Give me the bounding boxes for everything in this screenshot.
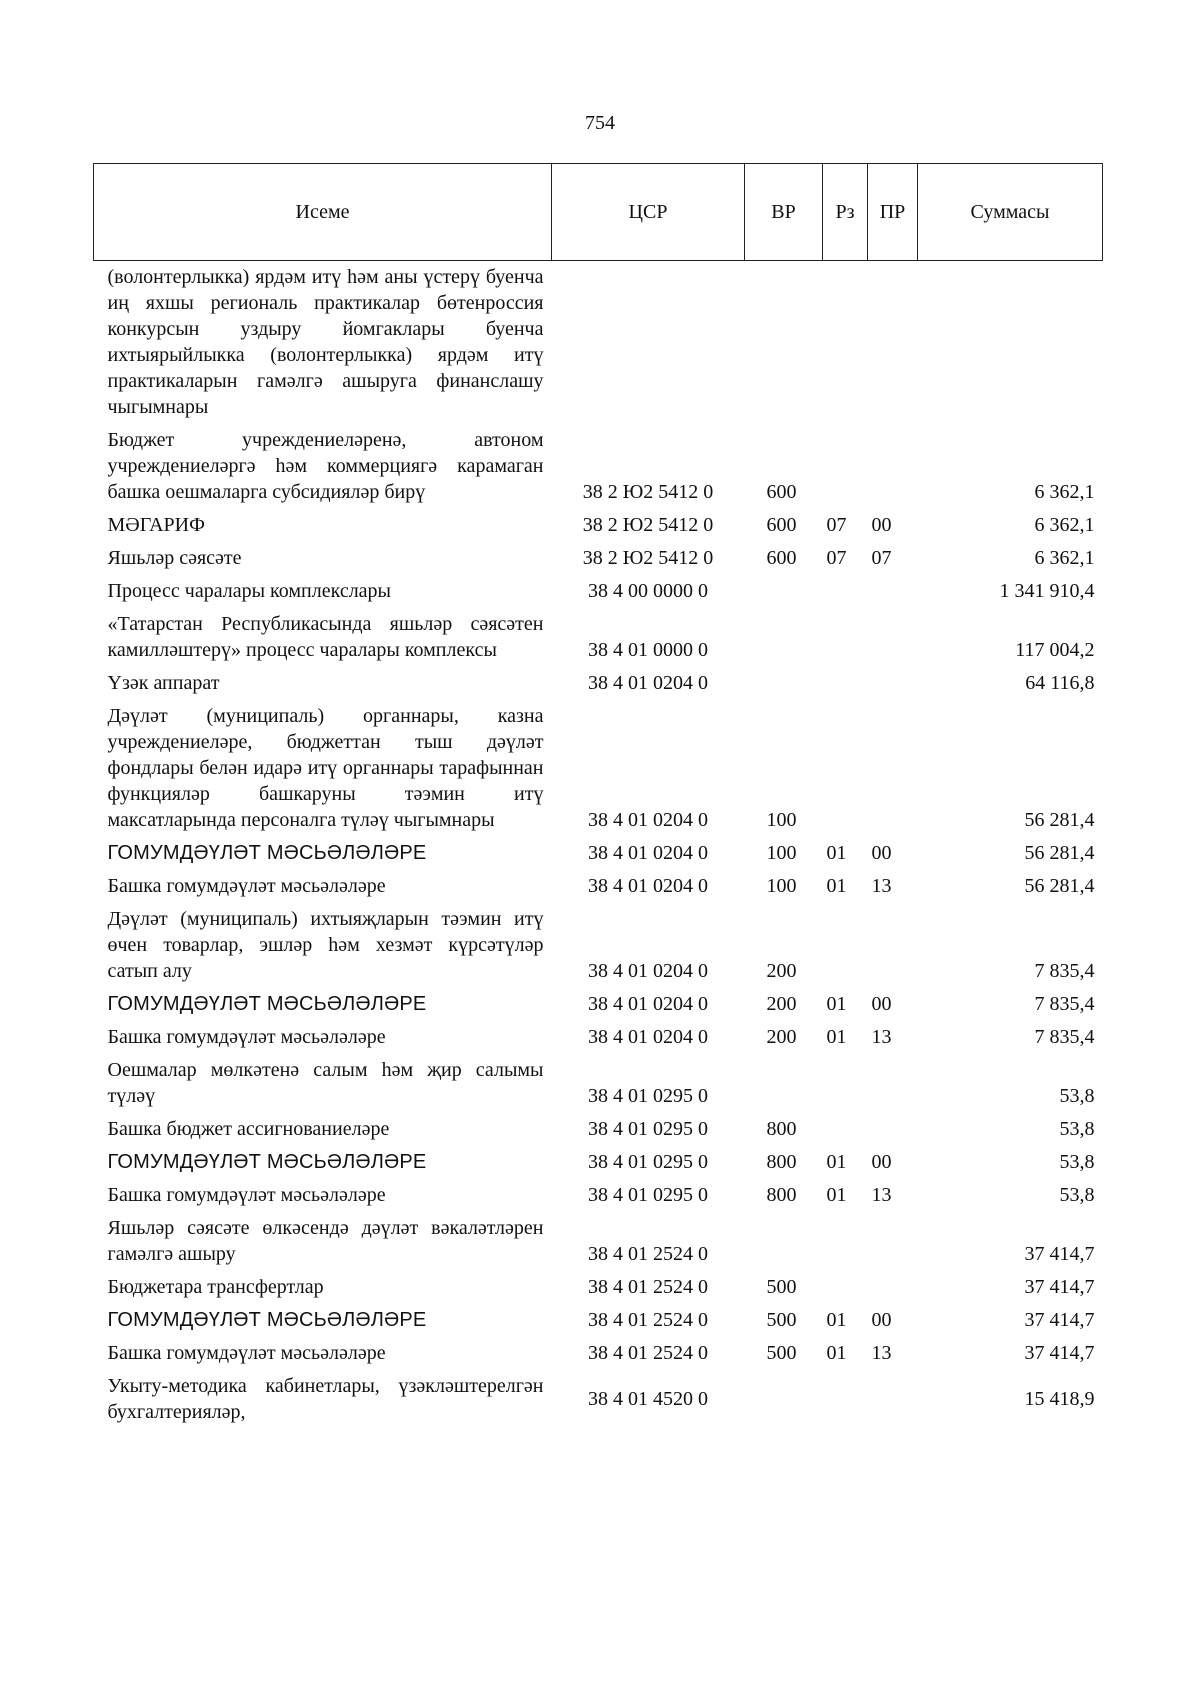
- table-row: [94, 667, 1103, 700]
- cell-pr: [868, 1054, 918, 1113]
- cell-csr: 38 4 00 0000 0: [588, 580, 708, 602]
- cell-pr: [868, 608, 918, 667]
- table-row: [94, 575, 1103, 608]
- cell-sum: 15 418,9: [1024, 1388, 1095, 1410]
- cell-name: Үзәк аппарат: [107, 672, 220, 694]
- header-sum: Суммасы: [918, 164, 1103, 261]
- cell-vr: 600: [766, 547, 797, 569]
- cell-name: Дәүләт (муниципаль) органнары, казна учреждениеләре, бюджеттан тыш дәүләт фондлары белән идарә итү органнары тарафыннан функцияләр башкаруны тәэмин итү максатларында персоналга түләү чыгымнары: [107, 705, 544, 831]
- cell-sum: 7 835,4: [1034, 960, 1095, 982]
- cell-rz: 01: [826, 1026, 847, 1048]
- table-row: [94, 1337, 1103, 1370]
- cell-sum: 53,8: [1059, 1085, 1095, 1107]
- cell-csr: 38 4 01 0204 0: [588, 875, 708, 897]
- cell-csr: 38 4 01 2524 0: [588, 1342, 708, 1364]
- table-row: [94, 542, 1103, 575]
- cell-vr: 200: [766, 993, 797, 1015]
- table-body: [94, 261, 1103, 1430]
- table-row: [94, 1271, 1103, 1304]
- cell-sum: 64 116,8: [1025, 672, 1095, 694]
- cell-vr: 500: [766, 1309, 797, 1331]
- table-row: [94, 1113, 1103, 1146]
- cell-vr: 600: [766, 481, 797, 503]
- cell-pr: [868, 667, 918, 700]
- cell-pr: [868, 1271, 918, 1304]
- cell-vr: [745, 1370, 823, 1429]
- cell-csr: 38 4 01 4520 0: [588, 1388, 708, 1410]
- cell-vr: [745, 667, 823, 700]
- cell-name: Бюджет учреждениеләренә, автоном учреждениеләргә һәм коммерциягә карамаган башка оешмаларга субсидияләр бирү: [107, 429, 544, 503]
- cell-csr: [552, 261, 745, 425]
- cell-sum: 117 004,2: [1015, 639, 1095, 661]
- cell-sum: 53,8: [1059, 1151, 1095, 1173]
- table-row: [94, 700, 1103, 837]
- header-vr: ВР: [745, 164, 823, 261]
- cell-rz: 01: [826, 1151, 847, 1173]
- cell-name: Укыту-методика кабинетлары, үзәкләштерелгән бухгалтерияләр,: [107, 1375, 544, 1423]
- cell-csr: 38 4 01 2524 0: [588, 1309, 708, 1331]
- cell-name: ГОМУМДӘҮЛӘТ МӘСЬӘЛӘЛӘРЕ: [107, 842, 427, 864]
- cell-sum: 7 835,4: [1034, 993, 1095, 1015]
- cell-vr: 800: [766, 1184, 797, 1206]
- table-row: [94, 1304, 1103, 1337]
- cell-name: Башка гомумдәүләт мәсьәләләре: [107, 1342, 386, 1364]
- cell-sum: 56 281,4: [1024, 875, 1095, 897]
- cell-csr: 38 2 Ю2 5412 0: [582, 481, 714, 503]
- table-row: [94, 1021, 1103, 1054]
- cell-sum: 6 362,1: [1034, 514, 1095, 536]
- cell-name: ГОМУМДӘҮЛӘТ МӘСЬӘЛӘЛӘРЕ: [107, 1151, 427, 1173]
- cell-name: Башка бюджет ассигнованиеләре: [107, 1118, 390, 1140]
- cell-name: МӘГАРИФ: [107, 514, 205, 536]
- cell-sum: 7 835,4: [1034, 1026, 1095, 1048]
- cell-csr: 38 4 01 2524 0: [588, 1276, 708, 1298]
- cell-pr: [868, 700, 918, 837]
- cell-pr: 00: [871, 514, 892, 536]
- table-row: [94, 1212, 1103, 1271]
- cell-pr: [868, 1370, 918, 1429]
- header-pr: ПР: [868, 164, 918, 261]
- cell-csr: 38 4 01 0204 0: [588, 809, 708, 831]
- cell-csr: 38 4 01 0204 0: [588, 960, 708, 982]
- cell-pr: 13: [871, 875, 892, 897]
- cell-name: Яшьләр сәясәте: [107, 547, 242, 569]
- cell-rz: [823, 1370, 868, 1429]
- cell-rz: 07: [826, 514, 847, 536]
- cell-sum: 53,8: [1059, 1184, 1095, 1206]
- cell-name: ГОМУМДӘҮЛӘТ МӘСЬӘЛӘЛӘРЕ: [107, 1309, 427, 1331]
- cell-rz: 01: [826, 875, 847, 897]
- table-row: [94, 1179, 1103, 1212]
- cell-sum: 37 414,7: [1024, 1243, 1095, 1265]
- table-row: [94, 903, 1103, 988]
- cell-pr: [868, 424, 918, 509]
- header-rz: Рз: [823, 164, 868, 261]
- cell-vr: [745, 1212, 823, 1271]
- cell-vr: 800: [766, 1118, 797, 1140]
- cell-pr: 07: [871, 547, 892, 569]
- cell-sum: 37 414,7: [1024, 1342, 1095, 1364]
- cell-sum: 37 414,7: [1024, 1309, 1095, 1331]
- cell-csr: 38 4 01 0295 0: [588, 1118, 708, 1140]
- cell-rz: [823, 1054, 868, 1113]
- cell-vr: 500: [766, 1276, 797, 1298]
- cell-pr: [868, 903, 918, 988]
- header-name: Исеме: [94, 164, 552, 261]
- cell-sum: 53,8: [1059, 1118, 1095, 1140]
- cell-vr: 200: [766, 960, 797, 982]
- table-row: [94, 1370, 1103, 1429]
- cell-name: Башка гомумдәүләт мәсьәләләре: [107, 875, 386, 897]
- table-row: [94, 608, 1103, 667]
- cell-vr: 100: [766, 809, 797, 831]
- cell-sum: 1 341 910,4: [999, 580, 1095, 602]
- cell-csr: 38 4 01 0204 0: [588, 1026, 708, 1048]
- cell-rz: [823, 903, 868, 988]
- cell-sum: [918, 261, 1103, 425]
- cell-rz: [823, 608, 868, 667]
- cell-pr: [868, 575, 918, 608]
- table-row: [94, 509, 1103, 542]
- cell-rz: 01: [826, 1184, 847, 1206]
- cell-vr: 500: [766, 1342, 797, 1364]
- cell-name: Процесс чаралары комплекслары: [107, 580, 391, 602]
- table-row: [94, 261, 1103, 425]
- cell-pr: 13: [871, 1184, 892, 1206]
- cell-rz: [823, 424, 868, 509]
- cell-name: Бюджетара трансфертлар: [107, 1276, 324, 1298]
- cell-pr: 00: [871, 1151, 892, 1173]
- cell-csr: 38 4 01 0295 0: [588, 1085, 708, 1107]
- cell-csr: 38 2 Ю2 5412 0: [582, 514, 714, 536]
- cell-pr: 13: [871, 1026, 892, 1048]
- cell-vr: [745, 261, 823, 425]
- cell-name: Башка гомумдәүләт мәсьәләләре: [107, 1184, 386, 1206]
- cell-rz: 01: [826, 1342, 847, 1364]
- cell-vr: [745, 1054, 823, 1113]
- cell-pr: [868, 1212, 918, 1271]
- budget-table: [93, 163, 1103, 1429]
- cell-vr: 100: [766, 842, 797, 864]
- cell-sum: 56 281,4: [1024, 842, 1095, 864]
- cell-rz: [823, 667, 868, 700]
- cell-sum: 56 281,4: [1024, 809, 1095, 831]
- cell-csr: 38 4 01 2524 0: [588, 1243, 708, 1265]
- cell-pr: [868, 1113, 918, 1146]
- cell-csr: 38 2 Ю2 5412 0: [582, 547, 714, 569]
- cell-rz: 01: [826, 1309, 847, 1331]
- cell-rz: [823, 575, 868, 608]
- cell-pr: 00: [871, 993, 892, 1015]
- cell-rz: 01: [826, 842, 847, 864]
- cell-name: «Татарстан Республикасында яшьләр сәясәтен камилләштерү» процесс чаралары комплексы: [107, 613, 544, 661]
- cell-vr: [745, 575, 823, 608]
- cell-vr: 200: [766, 1026, 797, 1048]
- cell-rz: 07: [826, 547, 847, 569]
- cell-csr: 38 4 01 0204 0: [588, 842, 708, 864]
- cell-name: ГОМУМДӘҮЛӘТ МӘСЬӘЛӘЛӘРЕ: [107, 993, 427, 1015]
- table-row: [94, 988, 1103, 1021]
- cell-csr: 38 4 01 0204 0: [588, 993, 708, 1015]
- cell-name: Оешмалар мөлкәтенә салым һәм җир салымы түләү: [107, 1059, 544, 1107]
- header-csr: ЦСР: [552, 164, 745, 261]
- table-row: [94, 1146, 1103, 1179]
- cell-rz: 01: [826, 993, 847, 1015]
- cell-name: Дәүләт (муниципаль) ихтыяҗларын тәэмин итү өчен товарлар, эшләр һәм хезмәт күрсәтүләр сатып алу: [107, 908, 544, 982]
- cell-vr: 600: [766, 514, 797, 536]
- table-header: [94, 164, 1103, 261]
- cell-rz: [823, 700, 868, 837]
- cell-name: Яшьләр сәясәте өлкәсендә дәүләт вәкаләтләрен гамәлгә ашыру: [107, 1217, 544, 1265]
- cell-csr: 38 4 01 0204 0: [588, 672, 708, 694]
- cell-sum: 6 362,1: [1034, 481, 1095, 503]
- cell-csr: 38 4 01 0295 0: [588, 1184, 708, 1206]
- table-row: [94, 1054, 1103, 1113]
- cell-vr: [745, 608, 823, 667]
- cell-csr: 38 4 01 0295 0: [588, 1151, 708, 1173]
- cell-pr: [868, 261, 918, 425]
- cell-rz: [823, 261, 868, 425]
- cell-pr: 13: [871, 1342, 892, 1364]
- cell-vr: 100: [766, 875, 797, 897]
- table-row: [94, 837, 1103, 870]
- cell-name: Башка гомумдәүләт мәсьәләләре: [107, 1026, 386, 1048]
- cell-rz: [823, 1212, 868, 1271]
- cell-sum: 37 414,7: [1024, 1276, 1095, 1298]
- cell-vr: 800: [766, 1151, 797, 1173]
- table-row: [94, 870, 1103, 903]
- cell-csr: 38 4 01 0000 0: [588, 639, 708, 661]
- cell-pr: 00: [871, 842, 892, 864]
- cell-rz: [823, 1271, 868, 1304]
- cell-sum: 6 362,1: [1034, 547, 1095, 569]
- table-row: [94, 424, 1103, 509]
- cell-pr: 00: [871, 1309, 892, 1331]
- cell-rz: [823, 1113, 868, 1146]
- page-number: 754: [585, 112, 615, 134]
- cell-name: (волонтерлыкка) ярдәм итү һәм аны үстерү буенча иң яхшы региональ практикалар бөтенроссия конкурсын уздыру йомгаклары буенча ихтыярыйлыкка (волонтерлыкка) ярдәм итү практикаларын гамәлгә ашыруга финанслашу чыгымнары: [107, 266, 544, 418]
